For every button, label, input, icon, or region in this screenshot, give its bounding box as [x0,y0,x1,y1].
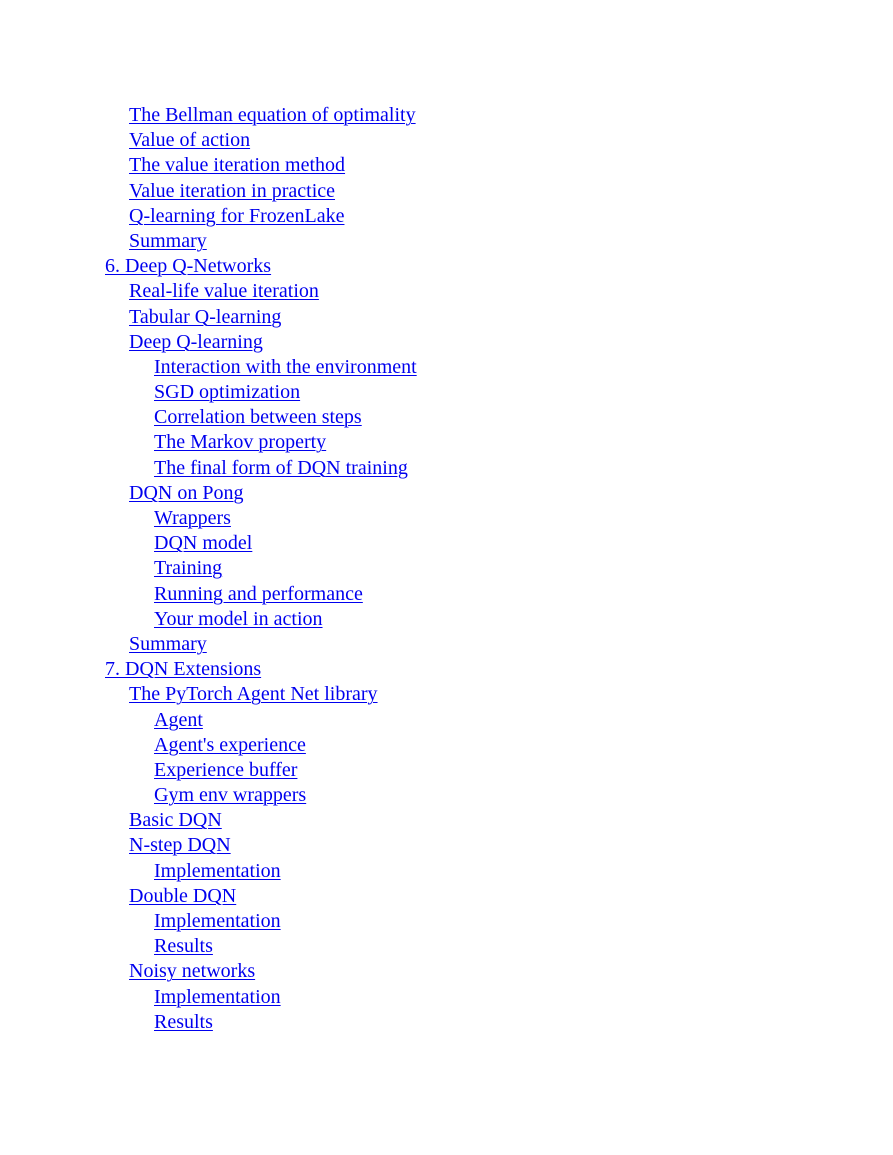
toc-chapter-link-6-deep-q-networks[interactable]: 6. Deep Q-Networks [105,255,272,278]
toc-section-link-tabular-q-learning[interactable]: Tabular Q-learning [129,305,282,328]
toc-subsection-link-agent-s-experience[interactable]: Agent's experience [154,733,306,756]
table-of-contents [0,103,893,1035]
toc-section-link-dqn-on-pong[interactable]: DQN on Pong [129,481,244,504]
toc-chapter-link-7-dqn-extensions[interactable]: 7. DQN Extensions [105,658,262,681]
toc-section-link-real-life-value-iteration[interactable]: Real-life value iteration [129,280,319,303]
toc-subsection-link-agent[interactable]: Agent [154,708,203,731]
toc-subsection-link-interaction-with-the-environment[interactable]: Interaction with the environment [154,355,417,378]
toc-subsection-link-your-model-in-action[interactable]: Your model in action [154,607,323,630]
toc-section-link-summary[interactable]: Summary [129,229,207,252]
toc-subsection-link-the-final-form-of-dqn-training[interactable]: The final form of DQN training [154,456,408,479]
toc-subsection-link-implementation[interactable]: Implementation [154,985,281,1008]
toc-subsection-link-correlation-between-steps[interactable]: Correlation between steps [154,406,362,429]
toc-section-link-the-bellman-equation-of-optimality[interactable]: The Bellman equation of optimality [129,104,416,126]
toc-section-link-the-pytorch-agent-net-library[interactable]: The PyTorch Agent Net library [129,683,378,706]
toc-subsection-link-wrappers[interactable]: Wrappers [154,507,231,529]
toc-section-link-deep-q-learning[interactable]: Deep Q-learning [129,330,263,353]
toc-section-link-summary[interactable]: Summary [129,632,207,655]
toc-section-link-value-of-action[interactable]: Value of action [129,129,251,152]
toc-subsection-link-training[interactable]: Training [154,557,223,580]
toc-subsection-link-dqn-model[interactable]: DQN model [154,532,253,555]
toc-subsection-link-results[interactable]: Results [154,935,213,958]
toc-subsection-link-experience-buffer[interactable]: Experience buffer [154,758,298,781]
toc-section-link-the-value-iteration-method[interactable]: The value iteration method [129,154,346,177]
toc-subsection-link-running-and-performance[interactable]: Running and performance [154,582,363,605]
toc-section-link-basic-dqn[interactable]: Basic DQN [129,809,222,832]
toc-subsection-link-implementation[interactable]: Implementation [154,859,281,882]
toc-section-link-noisy-networks[interactable]: Noisy networks [129,960,256,983]
toc-section-link-q-learning-for-frozenlake[interactable]: Q-learning for FrozenLake [129,204,345,227]
toc-subsection-link-gym-env-wrappers[interactable]: Gym env wrappers [154,784,307,807]
toc-section-link-value-iteration-in-practice[interactable]: Value iteration in practice [129,179,336,202]
toc-section-link-n-step-dqn[interactable]: N-step DQN [129,834,231,857]
toc-subsection-link-the-markov-property[interactable]: The Markov property [154,431,327,454]
toc-subsection-link-results[interactable]: Results [154,1010,213,1033]
toc-subsection-link-sgd-optimization[interactable]: SGD optimization [154,381,301,404]
toc-subsection-link-implementation[interactable]: Implementation [154,910,281,932]
toc-section-link-double-dqn[interactable]: Double DQN [129,884,237,907]
